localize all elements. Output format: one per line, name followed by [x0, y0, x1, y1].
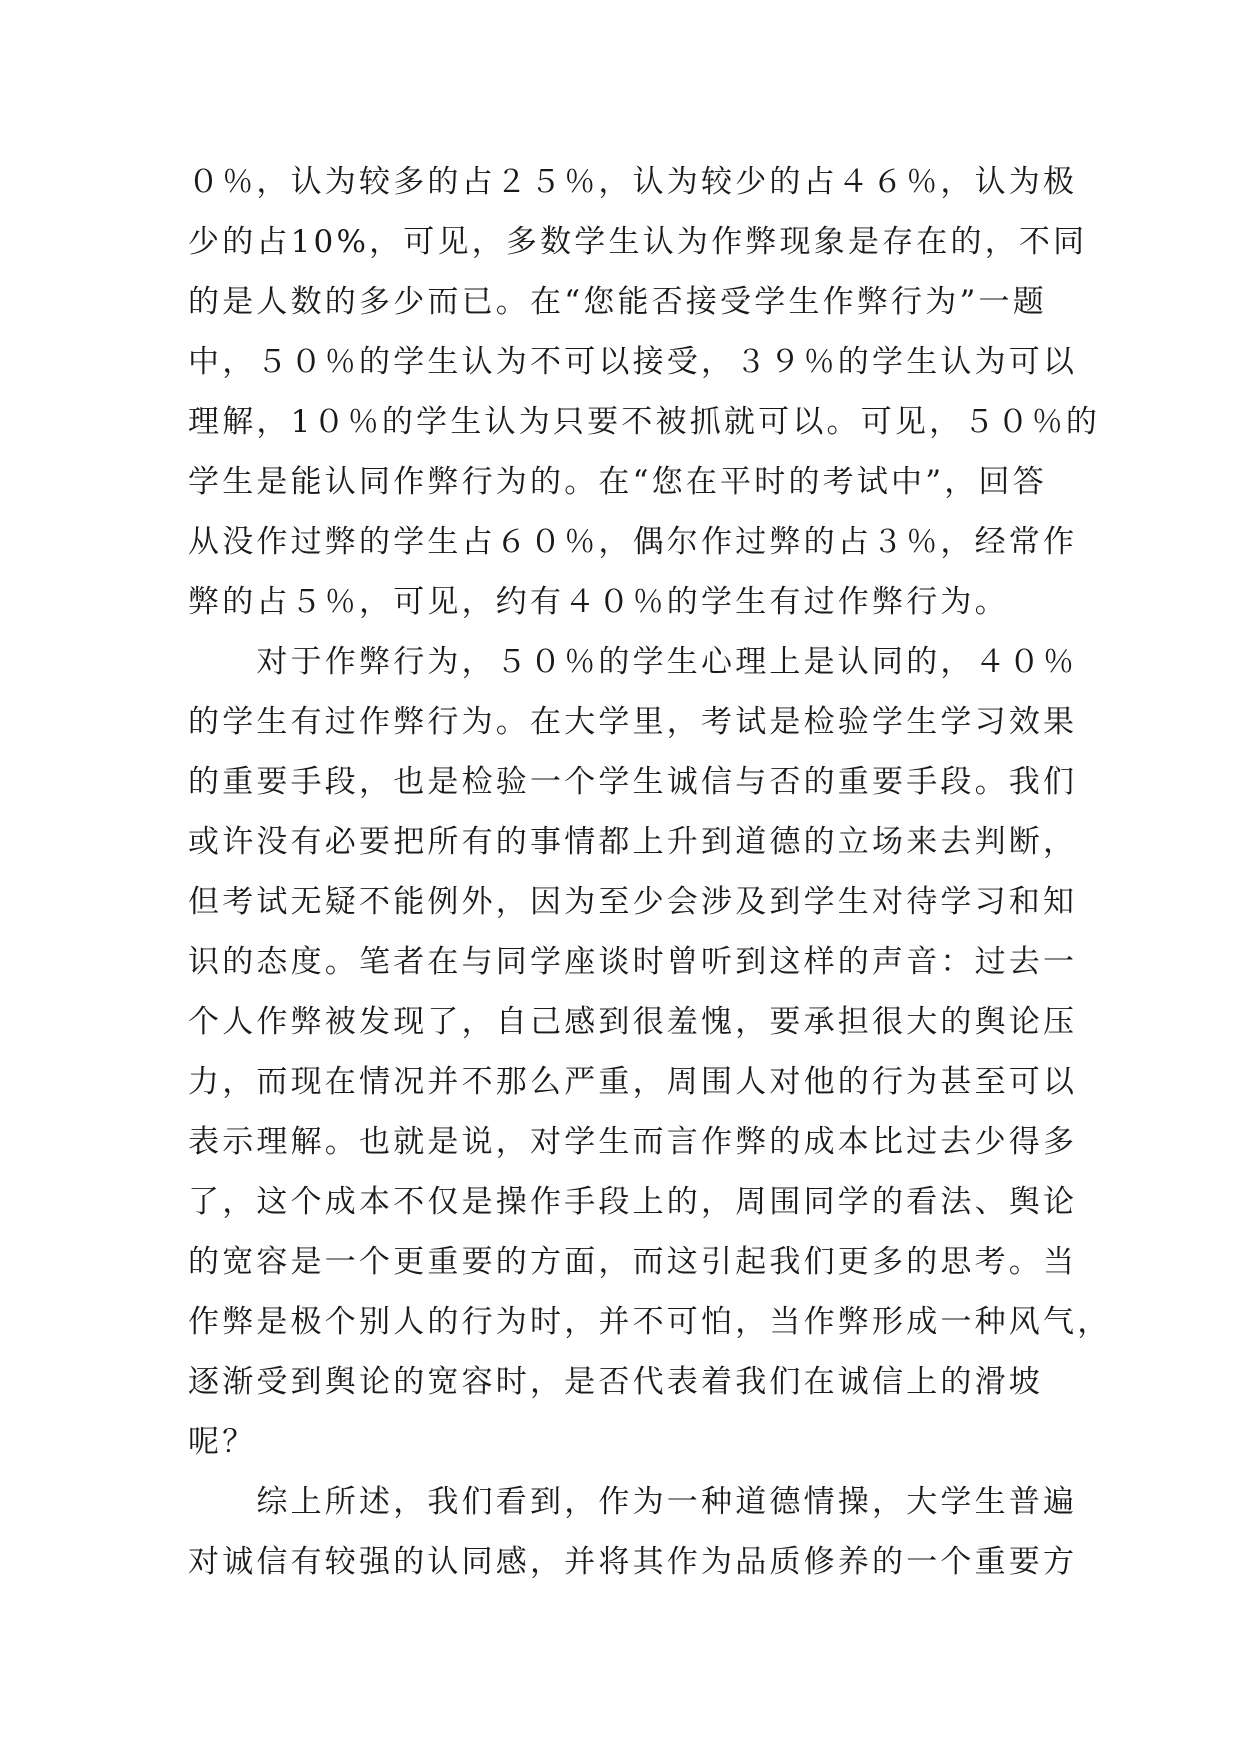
- body-text: [188, 152, 1112, 1592]
- text-line: 力，而现在情况并不那么严重，周围人对他的行为甚至可以: [188, 1064, 1078, 1100]
- text-line: 但考试无疑不能例外，因为至少会涉及到学生对待学习和知: [188, 884, 1078, 920]
- text-line: 对于作弊行为，５０％的学生心理上是认同的，４０％: [188, 644, 1078, 680]
- text-line: 的学生有过作弊行为。在大学里，考试是检验学生学习效果: [188, 704, 1078, 740]
- text-line: ０％，认为较多的占２５％，认为较少的占４６％，认为极: [188, 164, 1078, 200]
- text-line: 对诚信有较强的认同感，并将其作为品质修养的一个重要方: [188, 1544, 1078, 1580]
- text-line: 识的态度。笔者在与同学座谈时曾听到这样的声音：过去一: [188, 944, 1078, 980]
- text-line: 少的占10%，可见，多数学生认为作弊现象是存在的，不同: [188, 224, 1088, 260]
- text-line: 从没作过弊的学生占６０％，偶尔作过弊的占３％，经常作: [188, 524, 1078, 560]
- text-line: 的宽容是一个更重要的方面，而这引起我们更多的思考。当: [188, 1244, 1078, 1280]
- text-line: 学生是能认同作弊行为的。在“您在平时的考试中”，回答: [188, 464, 1047, 500]
- text-line: 个人作弊被发现了，自己感到很羞愧，要承担很大的舆论压: [188, 1004, 1078, 1040]
- text-line: 综上所述，我们看到，作为一种道德情操，大学生普遍: [188, 1484, 1078, 1520]
- text-line: 表示理解。也就是说，对学生而言作弊的成本比过去少得多: [188, 1124, 1078, 1160]
- text-line: 理解，1０％的学生认为只要不被抓就可以。可见，５０％的: [188, 404, 1101, 440]
- text-line: 弊的占５％，可见，约有４０％的学生有过作弊行为。: [188, 584, 1009, 620]
- text-line: 或许没有必要把所有的事情都上升到道德的立场来去判断，: [188, 824, 1078, 860]
- text-line: 呢？: [188, 1424, 257, 1460]
- text-line: 的重要手段，也是检验一个学生诚信与否的重要手段。我们: [188, 764, 1078, 800]
- text-line: 中，５０％的学生认为不可以接受，３９％的学生认为可以: [188, 344, 1078, 380]
- text-line: 了，这个成本不仅是操作手段上的，周围同学的看法、舆论: [188, 1184, 1078, 1220]
- text-line: 逐渐受到舆论的宽容时，是否代表着我们在诚信上的滑坡: [188, 1364, 1043, 1400]
- text-line: 的是人数的多少而已。在“您能否接受学生作弊行为”一题: [188, 284, 1047, 320]
- text-line: 作弊是极个别人的行为时，并不可怕，当作弊形成一种风气，: [188, 1304, 1112, 1340]
